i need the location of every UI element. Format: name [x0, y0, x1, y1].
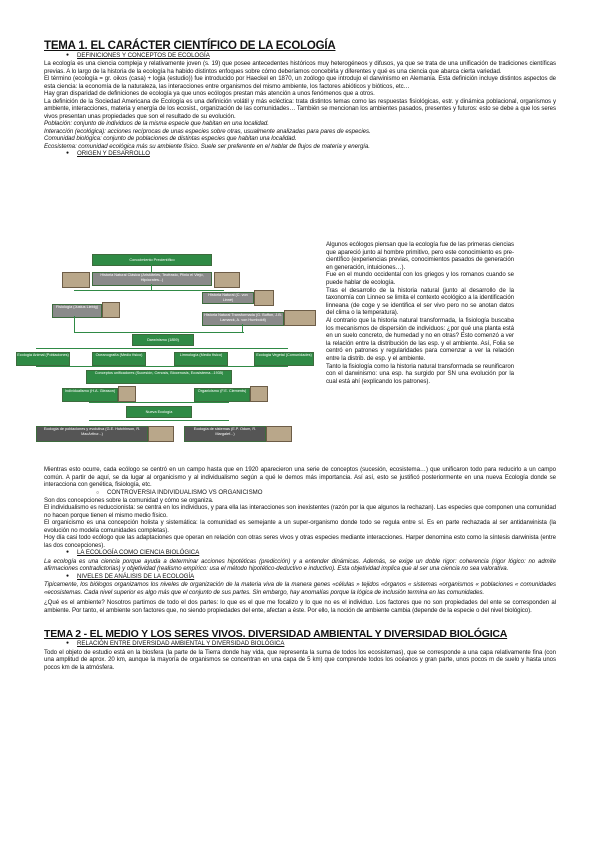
node-precientifico: Conocimiento Precientífico: [92, 254, 212, 266]
node-ecologia-sistemas: Ecología de sistemas (E.P. Odum, R. Margalef...): [184, 426, 266, 442]
paragraph: Mientras esto ocurre, cada ecólogo se centró en un campo hasta que en 1920 aparecieron una serie de conceptos (sucesión, ecosistema…) que unificaron todo para reducirlo a un campo común. A partir de aquí, se da lugar al organicismo y al individualismo según a qué le demos más importancia. Así así, esto se justificó posteriormente en una nueva Ecología donde se interacciona con genética, fisiología, etc.: [44, 466, 556, 488]
connector-line: [74, 316, 75, 332]
portrait-image: [118, 386, 136, 402]
connector-line: [89, 420, 229, 421]
node-ecologia-vegetal: Ecología Vegetal (Comunidades): [254, 352, 314, 366]
definition-interaccion: Interacción (ecológica): acciones recíprocas de unas especies sobre otras, usualmente analizadas para pares de especies.: [44, 127, 371, 135]
connector-line: [242, 324, 243, 332]
tema2-title: TEMA 2 - EL MEDIO Y LOS SERES VIVOS. DIVERSIDAD AMBIENTAL Y DIVERSIDAD BIOLÓGICA: [44, 628, 508, 641]
paragraph: Tipicamente, los biólogos organizamos los niveles de organización de la materia viva de la manera genes «células » tejidos «órganos « sistemas «organismos « poblaciones « comunidades «ecosistemas. Cada nivel superior es algo más que el conjunto de sus partes. Sin embargo, hay anomalías porque la lógica de inclusión termina en las comunidades.: [44, 581, 556, 596]
paragraph: Fue en el mundo occidental con los griegos y los romanos cuando se puede hablar de ecología.: [326, 271, 514, 286]
node-fisiologia: Fisiología (Justus Liebig): [52, 304, 102, 318]
node-oceanografia: Oceanografía (Medio físico): [92, 352, 146, 366]
node-historia-clasica: Historia Natural Clásica (Aristóteles, Teofrasto, Plinio el Viejo, Hipócrates...): [92, 272, 212, 286]
portrait-image: [250, 386, 268, 402]
paragraph: Hoy día casi todo ecólogo que las adaptaciones que operan en relación con otras seres vivos y otras especies mediante interacciones. Harper denomina esto como la síntesis darwinista (entre las dos concepciones).: [44, 534, 556, 549]
node-historia-natural: Historia Natural (C. von Linné): [202, 292, 254, 304]
connector-line: [36, 366, 288, 367]
node-historia-transformada: Historia Natural Transformada (G. Buffon, J.B. Lamarck, A. von Humboldt): [202, 312, 284, 326]
paragraph: Son dos concepciones sobre la comunidad y cómo se organiza.: [44, 496, 214, 504]
portrait-image: [214, 272, 240, 288]
connector-line: [36, 348, 288, 349]
connector-line: [74, 332, 244, 333]
paragraph: Todo el objeto de estudio está en la biosfera (la parte de la Tierra donde hay vida, que representa la suma de todos los ecosistemas), que se corresponde a una capa relativamente fina (con una amplitud de aprox. 20 km, aunque la mayoría de organismos se concentran en una capa de 5 km) que comprende todos los océanos y gran parte, unos pocos m de suelo y hasta unos pocos km de la atmósfera.: [44, 648, 556, 671]
paragraph: El término (ecología = gr. oikos (casa) + logia (estudio)) fue introducido por Haeckel en 1870, un zoólogo que introdujo el darwinismo en Alemania. Esta definición incluye distintos aspectos de esta ciencia: la economía de la naturaleza, las interacciones entre organismos del mismo ambiente, los factores abióticos y bióticos, etc…: [44, 75, 556, 90]
definition-ecosistema: Ecosistema: comunidad ecológica más su ambiente físico. Suele ser preferente en el hablar de flujos de materia y energía.: [44, 142, 370, 150]
section-bullet: ● NIVELES DE ANÁLISIS DE LA ECOLOGÍA: [66, 573, 556, 581]
node-limnologia: Limnología (Medio físico): [174, 352, 228, 366]
portrait-image: [102, 302, 120, 318]
document-page-lower: [44, 466, 556, 671]
connector-line: [74, 290, 224, 291]
node-nueva-ecologia: Nueva Ecología: [126, 406, 192, 418]
node-darwinismo: Darwinismo (1859): [132, 334, 194, 346]
node-ecologia-animal: Ecología Animal (Poblaciones): [16, 352, 70, 366]
paragraph: La definición de la Sociedad Americana de Ecología es una definición volátil y más ecléctica: trata distintos temas como las respuestas fisiológicas, estr. y dinámica poblacional, organismos y ambiente, interacciones, materia y energía de los ecosist., organización de las comunidades… También se mencionan los ambientes pasados, presentes y futuros: esto se debe a que los seres vivos presentan unas propiedades que son el resultado de su evolución.: [44, 97, 556, 120]
section-bullet: ● RELACIÓN ENTRE DIVERSIDAD AMBIENTAL Y DIVERSIDAD BIOLÓGICA: [66, 640, 556, 648]
section-bullet: ● LA ECOLOGÍA COMO CIENCIA BIOLÓGICA: [66, 549, 556, 557]
paragraph: ¿Qué es el ambiente? Nosotros partimos de todo el dos partes: lo que es el que me focalizo y lo que no es el individuo. Los factores que no son propiedades del ente se corresponden al ambiente. Por tanto, el ambiente son factores que, no siendo propiedades del ente, afectan a éste. Por ello, la noción de ambiente cambia (depende de la especie o del nivel biológico).: [44, 599, 556, 614]
connector-line: [151, 264, 152, 272]
document-page: [44, 40, 556, 159]
tema1-title: TEMA 1. EL CARÁCTER CIENTÍFICO DE LA ECOLOGÍA: [44, 40, 336, 52]
paragraph: El organicismo es una concepción holista y sistemática: la comunidad es semejante a un super-organismo donde todo se regula entre sí. Es en parte rechazada al ser antidarwinista (la evolución no modela comunidades completas).: [44, 519, 556, 534]
portrait-image: [266, 426, 292, 442]
portrait-image: [254, 290, 274, 306]
paragraph: La ecología es una ciencia compleja y relativamente joven (s. 19) que posee antecedentes históricos muy heterogéneos y difusos, ya que se trata de una unificación de tradiciones científicas previas. A lo largo de la historia de la ecología ha habido distintos enfoques sobre cómo deberíamos concebirla y diferentes y qué es una ciencia que abarca cierta variedad.: [44, 60, 556, 75]
node-conceptos-unificadores: Conceptos unificadores (Sucesión, Cenosis, Biocenosis, Ecosistema...1935): [86, 370, 232, 384]
paragraph: La ecología es una ciencia porque ayuda a determinar acciones hipotéticas (predicción) y a entender dinámicas. Además, se exige un doble rigor: coherencia (rigor lógico: no admite afirmaciones contradictorias) y objetividad (realismo empírico: usa el método hipotético-deductivo e inductivo). Esta objetividad implica que al ser una ciencia no sea valorativa.: [44, 557, 556, 573]
definition-comunidad: Comunidad biológica: conjunto de poblaciones de distintas especies que habitan una localidad.: [44, 135, 297, 143]
section-bullet: ● DEFINICIONES Y CONCEPTOS DE ECOLOGÍA: [66, 52, 556, 60]
paragraph: Algunos ecólogos piensan que la ecología fue de las primeras ciencias que apareció junto al hombre primitivo, pero este conocimiento es pre-científico (experiencias previas, conocimientos pasados de generación en generación, intuiciones…).: [326, 241, 514, 271]
origin-text-column: [326, 241, 514, 385]
paragraph: Al contrario que la historia natural transformada, la fisiología buscaba los mecanismos de dispersión de individuos: ¿por qué una planta está en un suelo concreto, de humedad y no en otras? Esto comenzó a ver la relación entre la distribución de las esp. y el ambiente. Así, Folia se centró en patrones y regularidades para comenzar a ver la relación entre la distrib. de esp. y el ambiente.: [326, 316, 514, 362]
definition-poblacion: Población: conjunto de individuos de la misma especie que habitan en una localidad.: [44, 120, 269, 128]
portrait-image: [62, 272, 90, 288]
portrait-image: [148, 426, 174, 442]
paragraph: El individualismo es reduccionista: se centra en los individuos, y para ella las interacciones son inexistentes (razón por la que algunos la rechazan). Las especies que componen una comunidad no hacen porque tienen el mismo medio físico.: [44, 504, 556, 519]
connector-line: [89, 402, 229, 403]
node-ecologia-poblaciones: Ecología de poblaciones y evolutiva (G.E. Hutchinson, R. MacArthur...): [36, 426, 148, 442]
section-bullet: ● ORIGEN Y DESARROLLO: [66, 150, 556, 158]
node-organicismo: Organicismo (F.E. Clements): [194, 388, 250, 402]
paragraph: Hay gran disparidad de definiciones de ecología ya que unos ecólogos prestan más atención a unos fenómenos que a otros.: [44, 90, 375, 98]
paragraph: Tras el desarrollo de la historia natural (junto al desarrollo de la taxonomía con Linneo se limita el contexto ecológico a la identificación linneana (de coge y se identifica el ser vivo pero no se anotan datos del clima o la temperatura).: [326, 286, 514, 317]
node-individualismo: Individualismo (H.A. Gleason): [62, 388, 118, 402]
ecology-history-diagram: [14, 250, 318, 458]
portrait-image: [284, 310, 316, 326]
subsection-bullet: ○ CONTROVERSIA INDIVIDUALISMO VS ORGANICISMO: [96, 489, 556, 497]
paragraph: Tanto la fisiología como la historia natural transformada se reunificaron con el darwinismo: una esp. ha surgido por SN una evolución por la cual está ahí (explicando los patrones).: [326, 362, 514, 385]
